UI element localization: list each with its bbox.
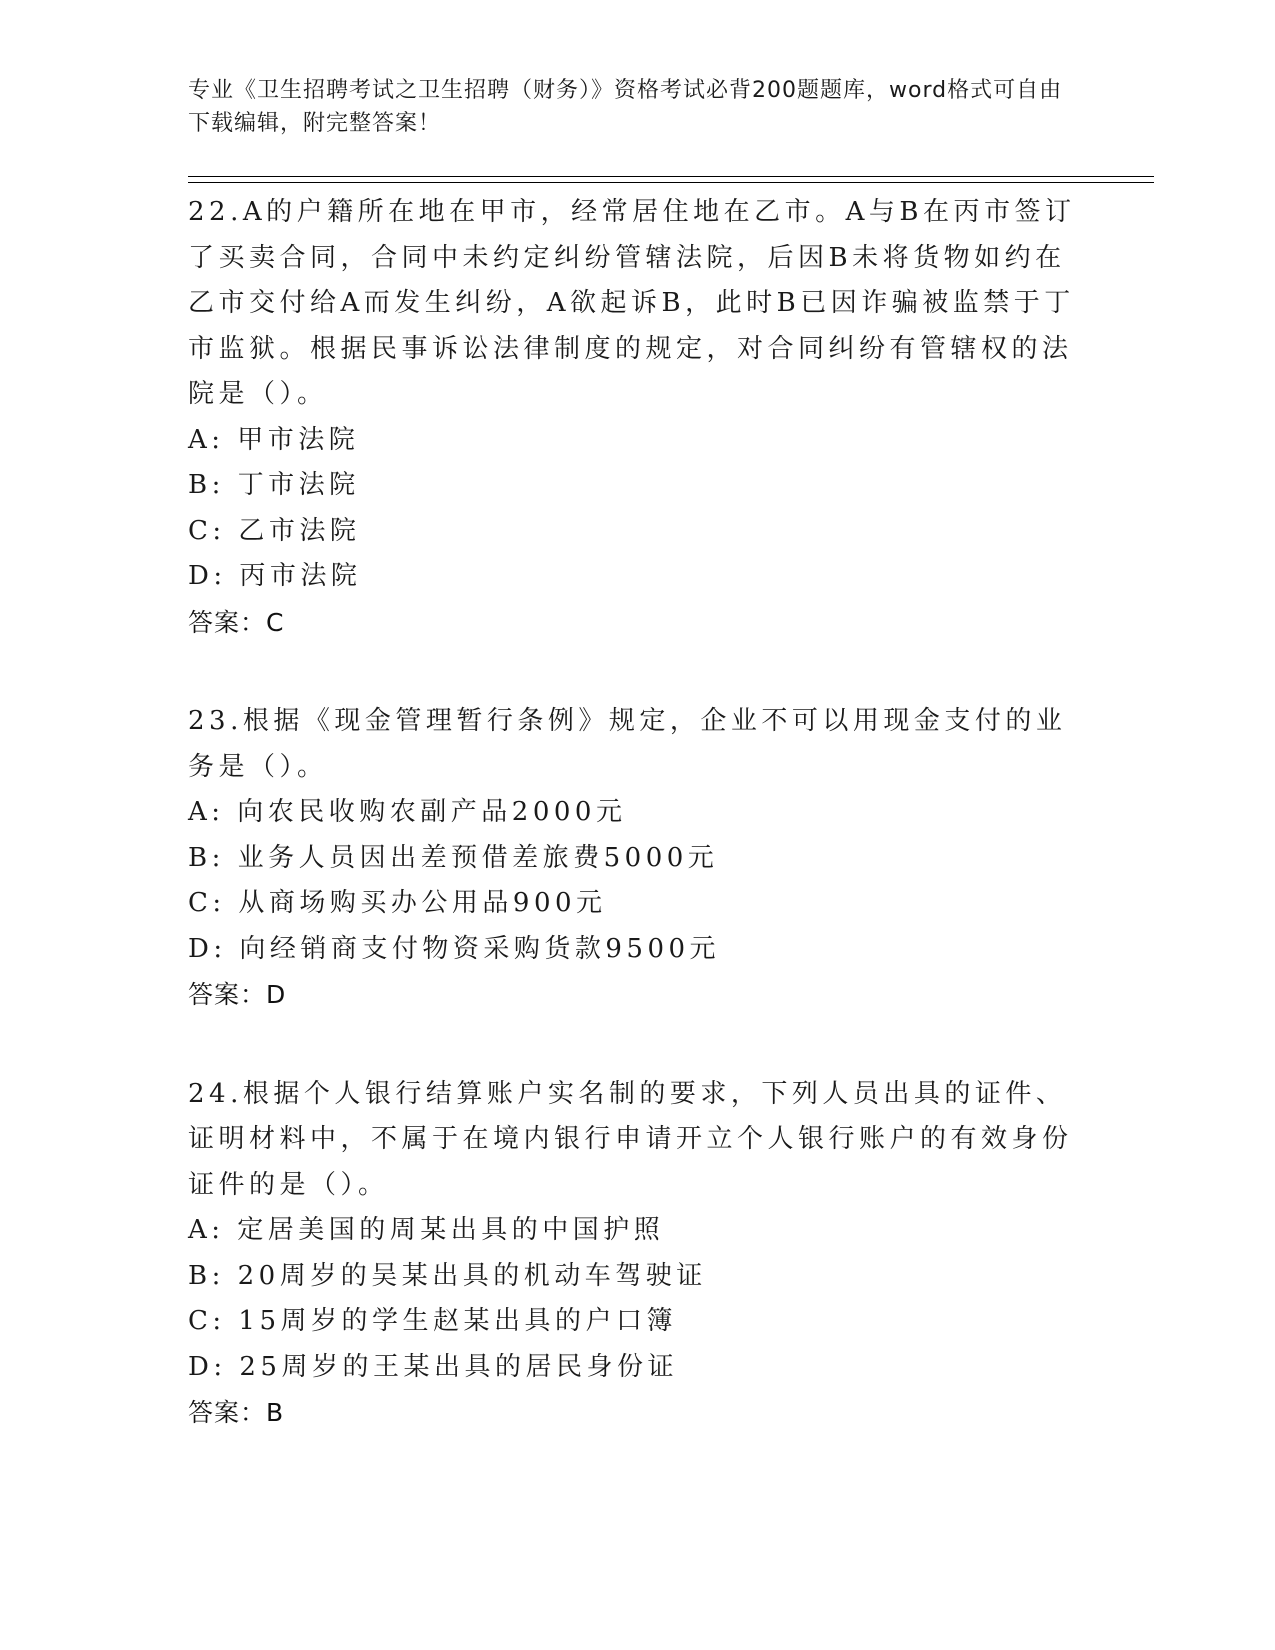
answer-line: 答案：D [188,980,287,1009]
answer-line: 答案：B [188,1398,285,1427]
header-divider-bottom [188,182,1154,183]
option-c: C: 从商场购买办公用品900元 [188,888,607,918]
document-header: 专业《卫生招聘考试之卫生招聘（财务）》资格考试必背200题题库，word格式可自由下载编辑，附完整答案！ [188,78,1063,136]
option-a: A: 定居美国的周某出具的中国护照 [188,1215,665,1245]
option-c: C: 乙市法院 [188,515,361,546]
option-b: B: 20周岁的吴某出具的机动车驾驶证 [188,1260,707,1291]
option-d: D: 25周岁的王某出具的居民身份证 [188,1351,678,1382]
question-text: 24.根据个人银行结算账户实名制的要求，下列人员出具的证件、证明材料中，不属于在境内银行申请开立个人银行账户的有效身份证件的是（）。 [188,1078,1073,1200]
option-a: A: 向农民收购农副产品2000元 [188,797,627,827]
option-b: B: 业务人员因出差预借差旅费5000元 [188,842,719,873]
question-23 [188,699,1078,1018]
option-b: B: 丁市法院 [188,470,360,500]
option-d: D: 丙市法院 [188,561,362,591]
question-22 [188,190,1078,645]
option-c: C: 15周岁的学生赵某出具的户口簿 [188,1306,678,1336]
option-list [188,418,1078,600]
option-list [188,790,1078,972]
question-text: 22.A的户籍所在地在甲市，经常居住地在乙市。A与B在丙市签订了买卖合同，合同中未约定纠纷管辖法院，后因B未将货物如约在乙市交付给A而发生纠纷，A欲起诉B，此时B已因诈骗被监禁于丁市监狱。根据民事诉讼法律制度的规定，对合同纠纷有管辖权的法院是（）。 [188,197,1076,409]
option-d: D: 向经销商支付物资采购货款9500元 [188,933,721,964]
question-text: 23.根据《现金管理暂行条例》规定，企业不可以用现金支付的业务是（）。 [188,706,1067,782]
answer-line: 答案：C [188,607,285,637]
question-list [188,190,1078,1490]
header-divider-top [188,176,1154,177]
option-list [188,1208,1078,1390]
question-24 [188,1072,1078,1436]
option-a: A: 甲市法院 [188,424,360,455]
